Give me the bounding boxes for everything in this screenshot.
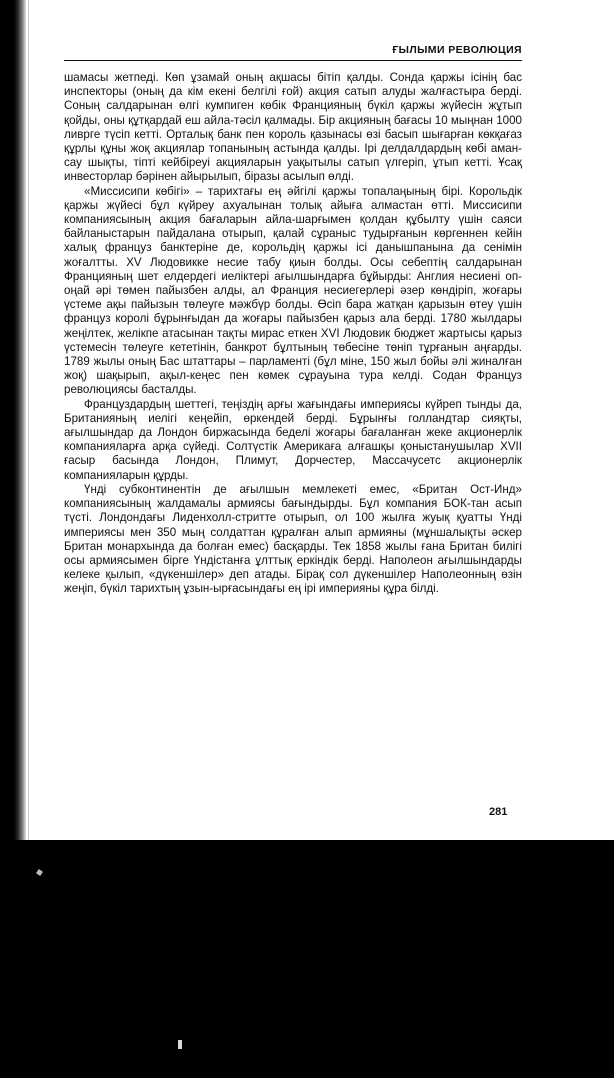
running-header: ҒЫЛЫМИ РЕВОЛЮЦИЯ xyxy=(64,44,522,61)
paragraph-1: шамасы жетпеді. Көп ұзамай оның ақшасы бітіп қалды. Сонда қаржы ісінің бас инспекторы (оның да кім екені белгілі ғой) акция сатып алуды жалғастыра берді. Соның салдарынан өлгі кумпиген көбік Францияның бүкіл қаржы жүйесін жұтып қойды, оны құтқардай еш айла-тәсіл қалмады. Бір акцияның бағасы 10 мыңнан 1000 ливрге түсіп кетті. Орталық банк пен король қазынасы өзі басып шығарған көкқағаз құрлы құны жоқ акциялар топанының астында қалды. Ірі делдалдардың көбі аман-сау шықты, тіпті кейбіреуі акцияларын уақытылы сатып үлгеріп, ұтып кетті. Ұсақ инвесторлар бәрінен айырылып, біразы асылып өлді. xyxy=(64,71,522,184)
page-number: 281 xyxy=(489,806,508,818)
scan-dark-area xyxy=(0,840,614,1078)
paragraph-4: Үнді субконтинентін де ағылшын мемлекеті емес, «Британ Ост-Инд» компаниясының жалдамалы армиясы бағындырды. Бұл компания БОК-тан асып түсті. Лондондағы Лиденхолл-стритте отырып, ол 100 жылға жуық қуатты Үнді империясы мен 350 мың солдаттан құралған алып армияны (мұншалықты әскер Британ монархында да болған емес) басқарды. Тек 1858 жылы ғана Британ билігі осы армиясымен бірге Үндістанға ұлттық еркіндік берді. Наполеон ағылшындарды келеке қылып, «дүкеншілер» деп атады. Бірақ сол дүкеншілер Наполеонның өзін жеңіп, бүкіл тарихтың ұзын-ырғасындағы ең ірі империяны құра білді. xyxy=(64,482,522,596)
paragraph-3: Француздардың шеттегі, теңіздің арғы жағындағы империясы күйреп тынды да, Британияның иелігі кеңейіп, өркендей берді. Бұрынғы голландтар сияқты, ағылшындар да Лондон биржасында беделі жоғары бағаланған жеке акционерлік компанияларға арқа сүйеді. Солтүстік Америкаға алғашқы қоныстанушылар XVII ғасыр басында Лондон, Плимут, Дорчестер, Массачусетс акционерлік компанияларын құрды. xyxy=(64,397,522,482)
body-text xyxy=(64,71,522,597)
book-page xyxy=(64,44,522,597)
scan-speck xyxy=(178,1040,182,1049)
paragraph-2: «Миссисипи көбігі» – тарихтағы ең әйгілі қаржы топалаңының бірі. Корольдік қаржы жүйесі бұл күйреу ахуалынан толық айыға алмастан өтті. Миссисипи компаниясының акция бағаларын айла-шарғымен қолдан құбылту үшін саяси байланыстарын пайдалана отырып, қалай сұраныс тудырғанын көргеннен кейін халық француз банктеріне де, корольдің қаржы ісі данышпанына да сенімін жоғалтты. XV Людовикке несие табу қиын болды. Осы себептің салдарынан Францияның шет елдердегі иеліктері ағылшындарға бұйырды: Англия несиені оп-оңай әрі төмен пайызбен алды, ал Франция несиегерлері әзер көндіріп, жоғары үстеме ақы пайызын төлеуге мәжбүр болды. Өсіп бара жатқан қарызын өтеу үшін француз королі бұрынғыдан да жоғары пайызбен қарыз ала берді. 1780 жылдары жеңілтек, желікпе атасынан тақты мирас еткен XVI Людовик бюджет жартысы қарыз үстемесін төлеуге кететінін, банкрот бұлтының төбесіне төніп тұрғанын аңғарды. 1789 жылы оның Бас штаттары – парламенті (бұл міне, 150 жыл бойы әлі жиналған жоқ) шақырып, ақыл-кеңес пен көмек сұрауына тура келді. Содан Француз революциясы басталды. xyxy=(64,184,522,397)
